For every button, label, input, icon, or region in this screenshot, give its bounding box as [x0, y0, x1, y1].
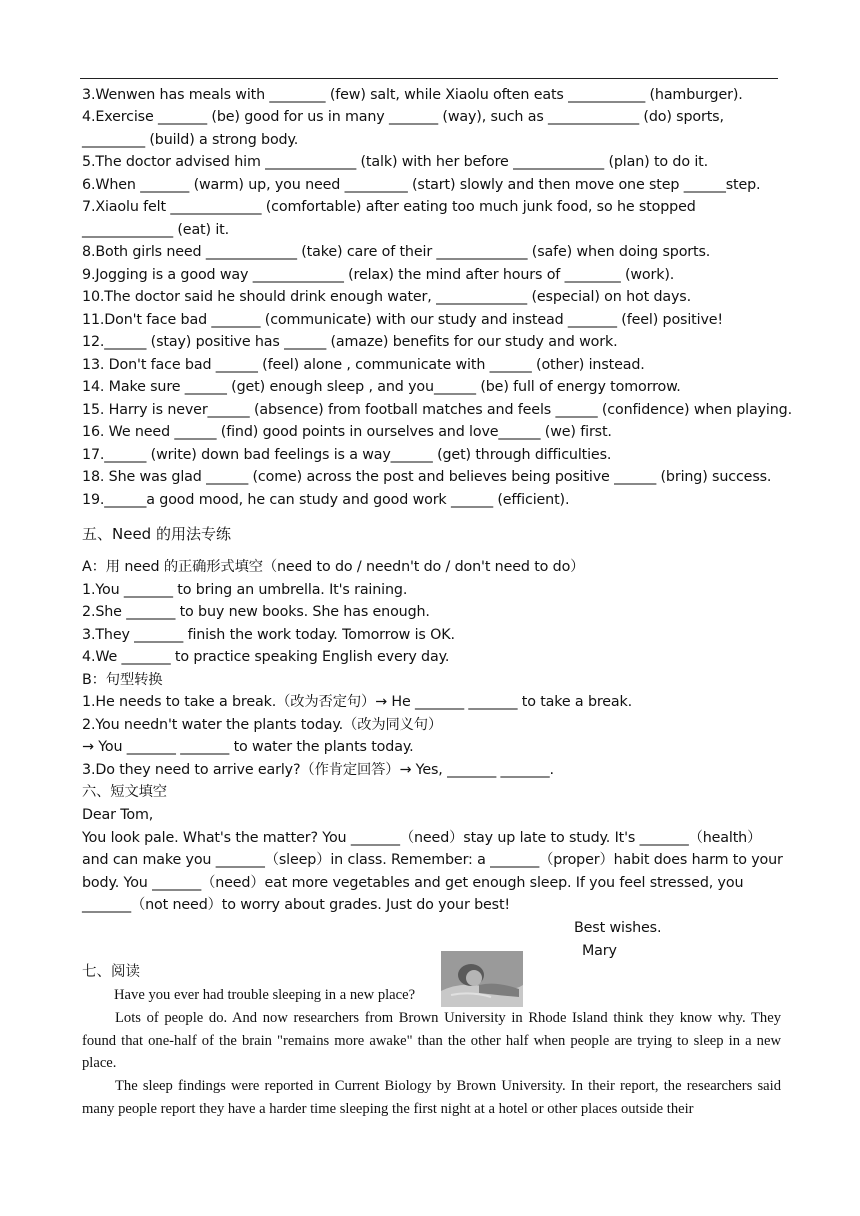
letter-line: _______（not need）to worry about grades. Just do your best!	[82, 897, 510, 913]
exercise-line: 10.The doctor said he should drink enough water, _____________ (especial) on hot days.	[82, 289, 691, 305]
section6-title: 六、短文填空	[82, 784, 167, 800]
exercise-line: 19.______a good mood, he can study and good work ______ (efficient).	[82, 492, 570, 508]
partA-line: 3.They _______ finish the work today. Tomorrow is OK.	[82, 627, 455, 643]
sleeping-woman-icon	[441, 951, 523, 1007]
exercise-line: 5.The doctor advised him _____________ (talk) with her before _____________ (plan) to do it.	[82, 154, 709, 170]
letter-signature: Mary	[582, 943, 617, 959]
section5-title: 五、Need 的用法专练	[82, 525, 231, 543]
partA-line: 1.You _______ to bring an umbrella. It's raining.	[82, 582, 408, 598]
exercise-line: 16. We need ______ (find) good points in ourselves and love______ (we) first.	[82, 424, 612, 440]
partA-line: 4.We _______ to practice speaking English every day.	[82, 649, 450, 665]
exercise-line: 7.Xiaolu felt _____________ (comfortable) after eating too much junk food, so he stopped	[82, 199, 696, 215]
exercise-line: 11.Don't face bad _______ (communicate) with our study and instead _______ (feel) positive!	[82, 312, 723, 328]
letter-greeting: Dear Tom,	[82, 807, 154, 823]
partA-line: 2.She _______ to buy new books. She has enough.	[82, 604, 430, 620]
partB-line: → You _______ _______ to water the plants today.	[82, 739, 414, 755]
partB-line: 3.Do they need to arrive early?（作肯定回答）→ Yes, _______ _______.	[82, 762, 554, 778]
exercise-line: _________ (build) a strong body.	[82, 132, 299, 148]
exercise-line: 3.Wenwen has meals with ________ (few) salt, while Xiaolu often eats ___________ (hamburger).	[82, 87, 743, 103]
top-divider	[80, 78, 778, 79]
section5-partA-title: A：用 need 的正确形式填空（need to do / needn't do / don't need to do）	[82, 559, 585, 575]
letter-line: You look pale. What's the matter? You _______（need）stay up late to study. It's _______（health）	[82, 830, 762, 846]
reading-paragraph: Lots of people do. And now researchers from Brown University in Rhode Island think they know why. They found that one-half of the brain "remains more awake" than the other half when people are trying to sleep in a new place.	[82, 1010, 781, 1071]
partB-line: 1.He needs to take a break.（改为否定句）→ He _______ _______ to take a break.	[82, 694, 633, 710]
letter-line: and can make you _______（sleep）in class. Remember: a _______（proper）habit does harm to your	[82, 852, 783, 868]
letter-line: body. You _______（need）eat more vegetables and get enough sleep. If you feel stressed, you	[82, 875, 744, 891]
exercise-line: 4.Exercise _______ (be) good for us in many _______ (way), such as _____________ (do) sports,	[82, 109, 724, 125]
exercise-line: 8.Both girls need _____________ (take) care of their _____________ (safe) when doing sports.	[82, 244, 711, 260]
exercise-line: 12.______ (stay) positive has ______ (amaze) benefits for our study and work.	[82, 334, 618, 350]
exercise-line: 9.Jogging is a good way _____________ (relax) the mind after hours of ________ (work).	[82, 267, 675, 283]
letter-closing: Best wishes.	[574, 920, 662, 936]
section7-title: 七、阅读	[82, 964, 140, 980]
section5-partB-title: B：句型转换	[82, 672, 163, 688]
reading-paragraph: Have you ever had trouble sleeping in a new place?	[114, 987, 416, 1003]
partB-line: 2.You needn't water the plants today.（改为同义句）	[82, 717, 443, 733]
exercise-line: 18. She was glad ______ (come) across the post and believes being positive ______ (bring) success.	[82, 469, 772, 485]
exercise-line: 14. Make sure ______ (get) enough sleep , and you______ (be) full of energy tomorrow.	[82, 379, 681, 395]
exercise-line: 13. Don't face bad ______ (feel) alone , communicate with ______ (other) instead.	[82, 357, 645, 373]
exercise-line: 17.______ (write) down bad feelings is a way______ (get) through difficulties.	[82, 447, 612, 463]
reading-paragraph: The sleep findings were reported in Current Biology by Brown University. In their report, the researchers said many people report they have a harder time sleeping the first night at a hotel or other places outside their	[82, 1078, 781, 1117]
sleeping-woman-photo	[441, 951, 523, 1007]
exercise-line: _____________ (eat) it.	[82, 222, 230, 238]
exercise-line: 6.When _______ (warm) up, you need _________ (start) slowly and then move one step ______step.	[82, 177, 761, 193]
exercise-line: 15. Harry is never______ (absence) from football matches and feels ______ (confidence) when playing.	[82, 402, 792, 418]
